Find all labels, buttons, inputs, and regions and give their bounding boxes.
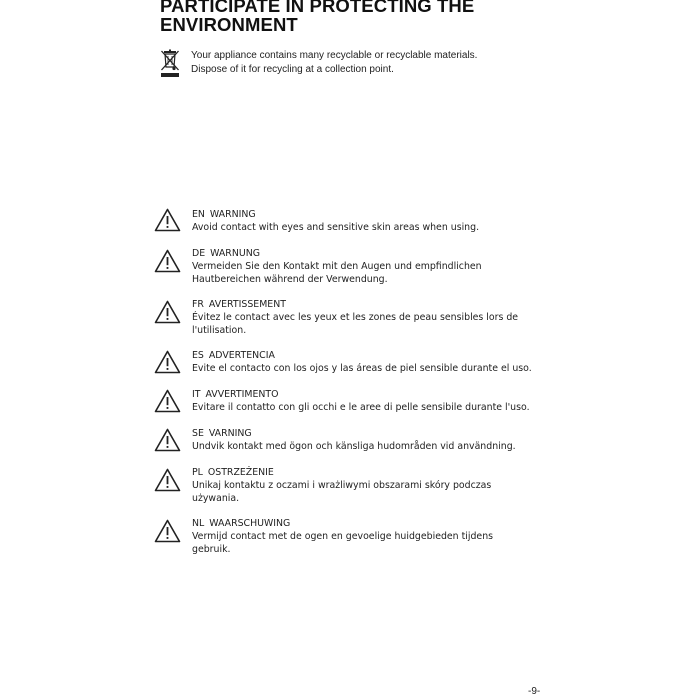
warning-body-line: Evite el contacto con los ojos y las áreas de piel sensible durante el uso.	[192, 363, 532, 374]
warning-triangle-icon	[154, 249, 181, 273]
crossed-out-wheelie-bin-icon	[160, 48, 180, 78]
page-title-line-2: ENVIRONMENT	[160, 14, 298, 35]
warning-lang: EN	[192, 209, 205, 220]
warning-heading	[192, 517, 532, 530]
warning-triangle-icon	[154, 519, 181, 543]
page-title	[160, 0, 560, 34]
warning-body-line: Unikaj kontaktu z oczami i wrażliwymi obszarami skóry podczas	[192, 480, 492, 491]
warning-heading	[192, 349, 532, 362]
warning-heading	[192, 208, 532, 221]
warning-text	[192, 466, 532, 505]
warning-body-line: Evitare il contatto con gli occhi e le aree di pelle sensibile durante l'uso.	[192, 402, 530, 413]
warning-text	[192, 427, 532, 453]
warning-lang: SE	[192, 428, 204, 439]
warning-triangle-icon	[154, 300, 181, 324]
warning-heading	[192, 466, 532, 479]
warning-body-line: Vermijd contact met de ogen en gevoelige huidgebieden tijdens	[192, 531, 494, 542]
warning-heading	[192, 298, 532, 311]
warning-title: VARNING	[208, 428, 252, 439]
warning-title: OSTRZEŻENIE	[207, 467, 274, 478]
warning-heading	[192, 388, 532, 401]
recycling-text-line-1: Your appliance contains many recyclable or recyclable materials.	[191, 50, 478, 61]
warning-title: WAARSCHUWING	[209, 518, 291, 529]
warning-lang: ES	[192, 350, 204, 361]
warning-title: ADVERTENCIA	[208, 350, 275, 361]
warning-body-line: Évitez le contact avec les yeux et les zones de peau sensibles lors de	[192, 312, 519, 323]
warning-text	[192, 298, 532, 337]
warning-body-line: l'utilisation.	[192, 325, 247, 336]
warning-title: WARNUNG	[210, 248, 260, 259]
warning-body-line: Hautbereichen während der Verwendung.	[192, 274, 388, 285]
warning-title: AVERTISSEMENT	[208, 299, 286, 310]
warning-lang: FR	[192, 299, 204, 310]
warning-lang: NL	[192, 518, 205, 529]
warning-lang: DE	[192, 248, 206, 259]
warning-text	[192, 208, 532, 234]
warning-text	[192, 247, 532, 286]
recycling-text-line-2: Dispose of it for recycling at a collection point.	[191, 63, 394, 75]
warning-title: WARNING	[209, 209, 256, 220]
page-number: -9-	[528, 686, 541, 697]
warning-lang: PL	[192, 467, 203, 478]
warning-title: AVVERTIMENTO	[205, 389, 279, 400]
warning-heading	[192, 247, 532, 260]
warning-triangle-icon	[154, 389, 181, 413]
warning-triangle-icon	[154, 208, 181, 232]
warning-triangle-icon	[154, 428, 181, 452]
warning-text	[192, 517, 532, 556]
warning-body-line: używania.	[192, 493, 240, 504]
warning-triangle-icon	[154, 468, 181, 492]
page-title-line-1: PARTICIPATE IN PROTECTING THE	[160, 0, 475, 16]
warning-body-line: Undvik kontakt med ögon och känsliga hudområden vid användning.	[192, 441, 516, 452]
warning-body-line: Vermeiden Sie den Kontakt mit den Augen und empfindlichen	[192, 261, 482, 272]
warning-heading	[192, 427, 532, 440]
warning-body-line: gebruik.	[192, 544, 231, 555]
warning-lang: IT	[192, 389, 201, 400]
recycling-notice	[160, 48, 510, 78]
warning-body-line: Avoid contact with eyes and sensitive skin areas when using.	[192, 222, 480, 233]
recycling-text	[191, 49, 477, 76]
warning-triangle-icon	[154, 350, 181, 374]
warning-text	[192, 388, 532, 414]
warning-text	[192, 349, 532, 375]
